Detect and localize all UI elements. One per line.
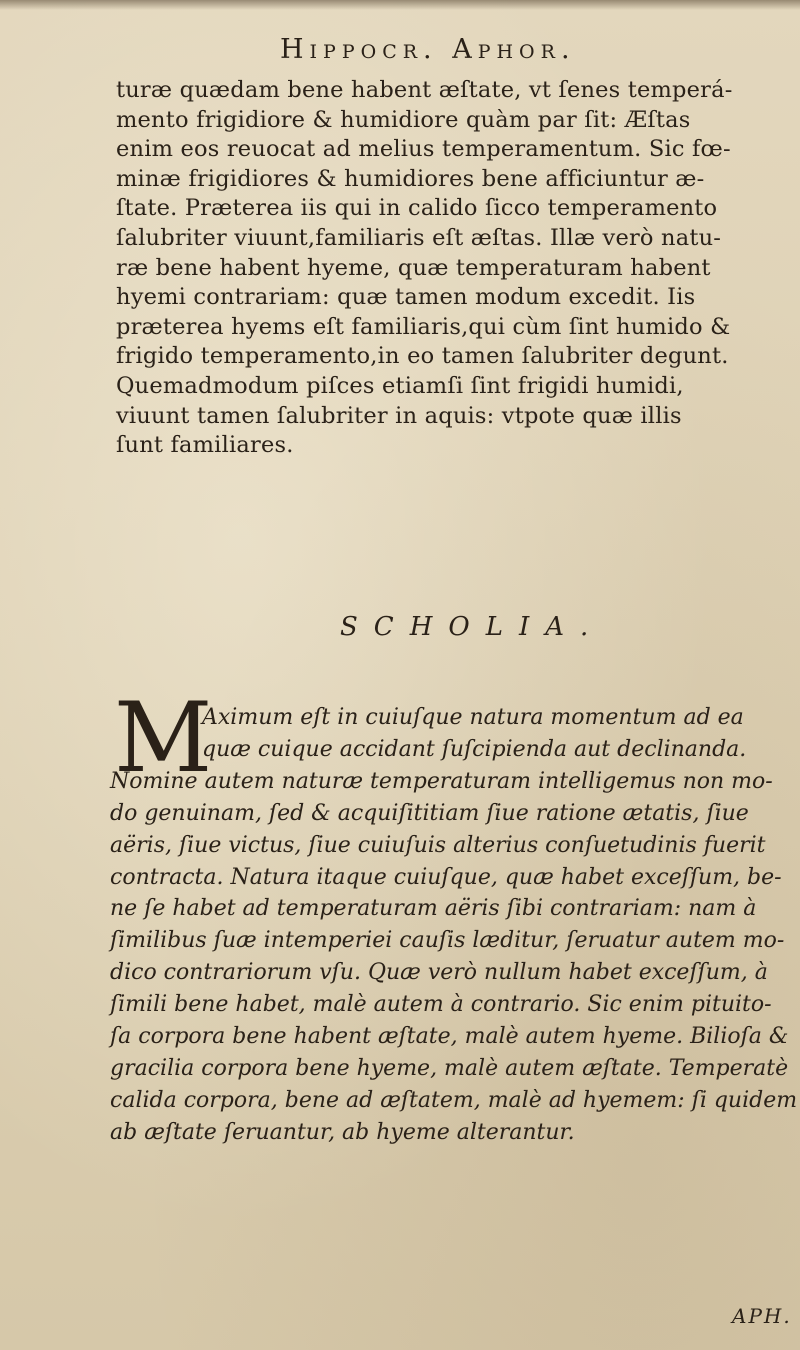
text-line: gracilia corpora bene hyeme, malè autem æſtate. Temperatè: [110, 1055, 789, 1081]
text-line: dico contrariorum vſu. Quæ verò nullum habet exceſſum, à: [110, 960, 768, 986]
text-line: ne ſe habet ad temperaturam aëris ſibi contrariam: nam à: [110, 896, 757, 922]
text-line: mento frigidiore & humidiore quàm par ſit: Æſtas: [116, 106, 691, 133]
text-line: calida corpora, bene ad æſtatem, malè ad hyemem: ſi quidem: [110, 1087, 798, 1113]
aphorism-text: [116, 76, 796, 461]
scholia-text: [110, 702, 800, 1149]
scholia-heading: SCHOLIA.: [340, 612, 605, 642]
text-line: Nomine autem naturæ temperaturam intelligemus non mo-: [110, 768, 773, 794]
text-line: turæ quædam bene habent æſtate, vt ſenes temperá-: [116, 77, 733, 103]
text-line: ſimilibus ſuæ intemperiei cauſis læditur, ſeruatur autem mo-: [110, 928, 785, 954]
text-line: ſalubriter viuunt,familiaris eſt æſtas. Illæ verò natu-: [116, 224, 722, 251]
text-line: viuunt tamen ſalubriter in aquis: vtpote quæ illis: [116, 402, 682, 429]
page-edge-shadow: [0, 0, 800, 10]
catchword: APH.: [732, 1304, 792, 1328]
text-line: do genuinam, ſed & acquiſititiam ſiue ratione ætatis, ſiue: [110, 800, 749, 826]
text-line: hyemi contrariam: quæ tamen modum excedit. Iis: [116, 284, 696, 311]
text-line: ab æſtate ſeruantur, ab hyeme alterantur.: [110, 1119, 575, 1145]
text-line: quæ cuique accidant ſuſcipienda aut declinanda.: [202, 736, 747, 762]
text-line: Quemadmodum piſces etiamſi ſint frigidi humidi,: [116, 372, 684, 399]
text-line: Aximum eſt in cuiuſque natura momentum ad ea: [202, 705, 744, 730]
text-line: enim eos reuocat ad melius temperamentum. Sic fœ-: [116, 136, 731, 163]
text-line: minæ frigidiores & humidiores bene afficiuntur æ-: [116, 165, 705, 192]
running-head: Hippocr. Aphor.: [280, 34, 576, 65]
text-line: ſa corpora bene habent æſtate, malè autem hyeme. Bilioſa &: [110, 1024, 789, 1050]
text-line: ſimili bene habet, malè autem à contrario. Sic enim pituito-: [110, 992, 772, 1018]
text-line: ſunt familiares.: [116, 432, 294, 459]
text-line: frigido temperamento,in eo tamen ſalubriter degunt.: [116, 343, 729, 370]
text-line: aëris, ſiue victus, ſiue cuiuſuis alterius conſuetudinis fuerit: [110, 832, 766, 858]
drop-capital: M: [114, 682, 213, 794]
text-line: præterea hyems eſt familiaris,qui cùm ſint humido &: [116, 313, 731, 340]
text-line: contracta. Natura itaque cuiuſque, quæ habet exceſſum, be-: [110, 864, 782, 890]
text-line: ræ bene habent hyeme, quæ temperaturam habent: [116, 254, 711, 281]
text-line: ſtate. Præterea iis qui in calido ſicco temperamento: [116, 195, 718, 222]
